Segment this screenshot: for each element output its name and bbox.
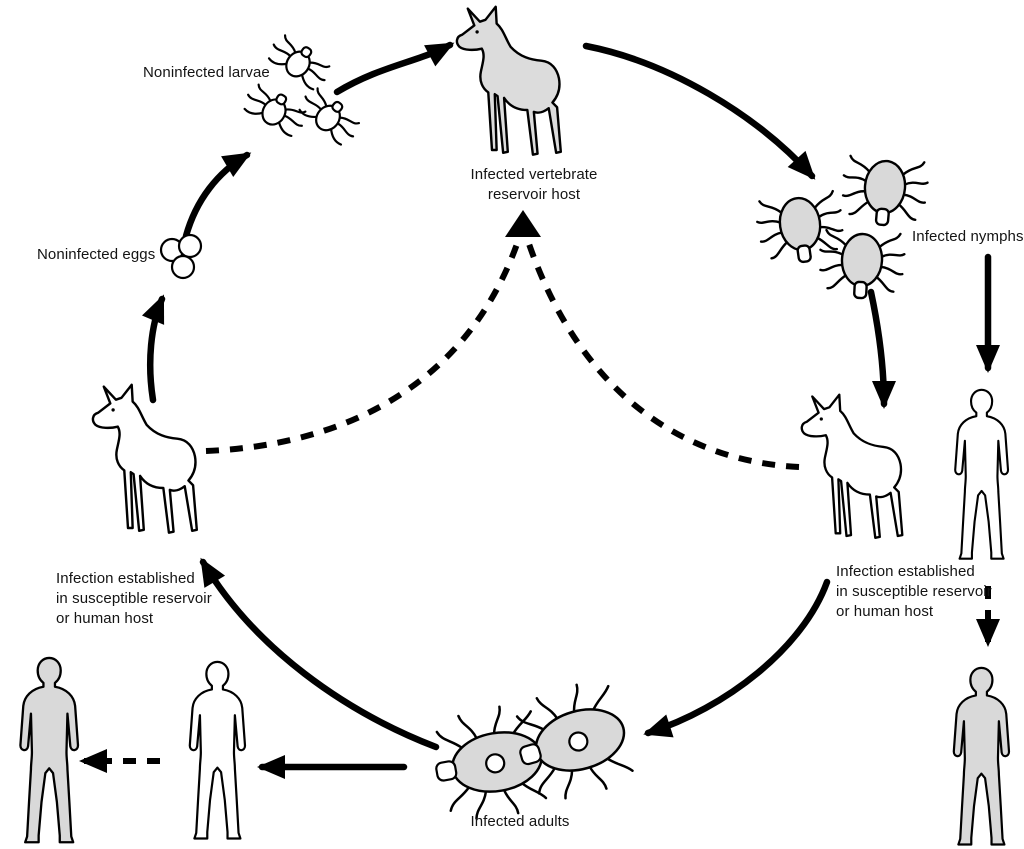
susceptible-deer-right-icon [802,395,903,538]
infection-established-right-label [836,562,992,622]
arrow-reservoir-host-to-nymphs [586,46,812,176]
human-right-icon [955,390,1008,559]
noninfected-eggs-label: Noninfected eggs [37,246,156,263]
eggs-icon [161,235,201,278]
dashed-arrow-right-deer-to-reservoir-host [529,244,799,467]
infection-established-right-line1: Infection established [836,563,975,580]
arrow-larvae-to-reservoir-host [337,45,450,92]
infected-nymphs-label: Infected nymphs [912,228,1024,245]
infected-deer-icon [457,7,561,155]
tick-nymph-icon [755,190,847,267]
noninfected-larvae-label: Noninfected larvae [143,64,270,81]
infected-vertebrate-host-line2: reservoir host [487,186,581,203]
infection-established-left-line1: Infection established [56,570,195,587]
infected-vertebrate-host-label [448,165,620,205]
dashed-arrow-left-deer-to-reservoir-host [206,244,517,451]
infected-adults-label: Infected adults [470,813,570,830]
tick-larva-icon [265,31,334,93]
infection-established-left-line2: in susceptible reservoir [56,590,212,607]
infection-established-right-line3: or human host [836,603,934,620]
susceptible-deer-left-icon [93,385,197,533]
infection-established-right-line2: in susceptible reservoir [836,583,992,600]
infected-vertebrate-host-line1: Infected vertebrate [470,166,598,183]
infected-human-right-icon [954,668,1009,845]
infected-human-left-icon [20,658,78,842]
human-left-icon [190,662,245,839]
infection-established-left-line3: or human host [56,610,154,627]
tick-nymph-icon [818,230,905,300]
arrow-deer-to-eggs [150,299,162,400]
arrow-deer-to-adults [648,582,827,733]
arrow-nymphs-to-deer [871,292,884,404]
infection-established-left-label [56,569,212,629]
tick-larva-icon [296,84,364,148]
tick-nymph-icon [840,155,929,228]
arrow-eggs-to-larvae [186,155,247,236]
dashed-arrowhead-to-reservoir-host [505,210,541,237]
